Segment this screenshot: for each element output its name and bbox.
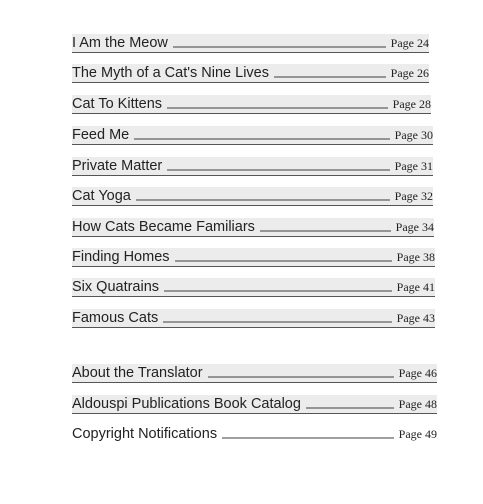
toc-entry-feed-me[interactable]: [72, 126, 433, 145]
dot-leader: [167, 169, 389, 171]
toc-entry-page: Page 31: [394, 159, 433, 173]
toc-entry-how-cats-became-familiars[interactable]: [72, 218, 434, 237]
toc-entry-cat-to-kittens[interactable]: [72, 95, 431, 114]
dot-leader: [136, 199, 390, 201]
toc-entry-title: How Cats Became Familiars: [72, 219, 255, 235]
toc-entry-about-the-translator[interactable]: [72, 364, 437, 383]
toc-entry-i-am-the-meow[interactable]: [72, 34, 429, 53]
toc-entry-title: About the Translator: [72, 365, 203, 381]
toc-entry-six-quatrains[interactable]: [72, 278, 435, 297]
toc-entry-copyright-notifications: [72, 425, 437, 443]
dot-leader: [306, 407, 394, 409]
toc-entry-finding-homes[interactable]: [72, 248, 435, 267]
toc-entry-title: Famous Cats: [72, 310, 159, 326]
toc-entry-famous-cats[interactable]: [72, 309, 435, 328]
dot-leader: [164, 290, 392, 292]
toc-entry-page: Page 30: [394, 128, 433, 142]
toc-entry-page: Page 48: [398, 397, 437, 411]
toc-entry-title: Copyright Notifications: [72, 426, 218, 442]
dot-leader: [167, 107, 388, 109]
toc-entry-title: Aldouspi Publications Book Catalog: [72, 396, 301, 412]
dot-leader: [175, 260, 392, 262]
toc-entry-cat-yoga[interactable]: [72, 187, 433, 206]
toc-entry-title: Feed Me: [72, 127, 130, 143]
toc-entry-page: Page 24: [390, 36, 429, 50]
toc-entry-page: Page 32: [394, 189, 433, 203]
dot-leader: [134, 138, 389, 140]
dot-leader: [274, 76, 386, 78]
toc-entry-page: Page 43: [396, 311, 435, 325]
dot-leader: [222, 437, 394, 439]
toc-entry-page: Page 41: [396, 280, 435, 294]
toc-entry-title: Cat Yoga: [72, 188, 131, 204]
toc-entry-title: Finding Homes: [72, 249, 170, 265]
toc-entry-page: Page 34: [395, 220, 434, 234]
dot-leader: [260, 230, 391, 232]
toc-entry-page: Page 38: [396, 250, 435, 264]
toc-entry-title: Cat To Kittens: [72, 96, 163, 112]
toc-entry-title: The Myth of a Cat's Nine Lives: [72, 65, 269, 81]
toc-entry-myth-of-nine-lives[interactable]: [72, 64, 429, 83]
toc-entry-title: Private Matter: [72, 158, 163, 174]
toc-entry-page: Page 49: [398, 427, 437, 441]
toc-entry-page: Page 46: [398, 366, 437, 380]
dot-leader: [173, 46, 386, 48]
toc-entry-title: I Am the Meow: [72, 35, 168, 51]
toc-entry-private-matter[interactable]: [72, 157, 433, 176]
toc-entry-title: Six Quatrains: [72, 279, 160, 295]
dot-leader: [208, 376, 394, 378]
toc-entry-page: Page 28: [392, 97, 431, 111]
toc-entry-page: Page 26: [390, 66, 429, 80]
dot-leader: [163, 321, 391, 323]
toc-entry-book-catalog[interactable]: [72, 395, 437, 414]
